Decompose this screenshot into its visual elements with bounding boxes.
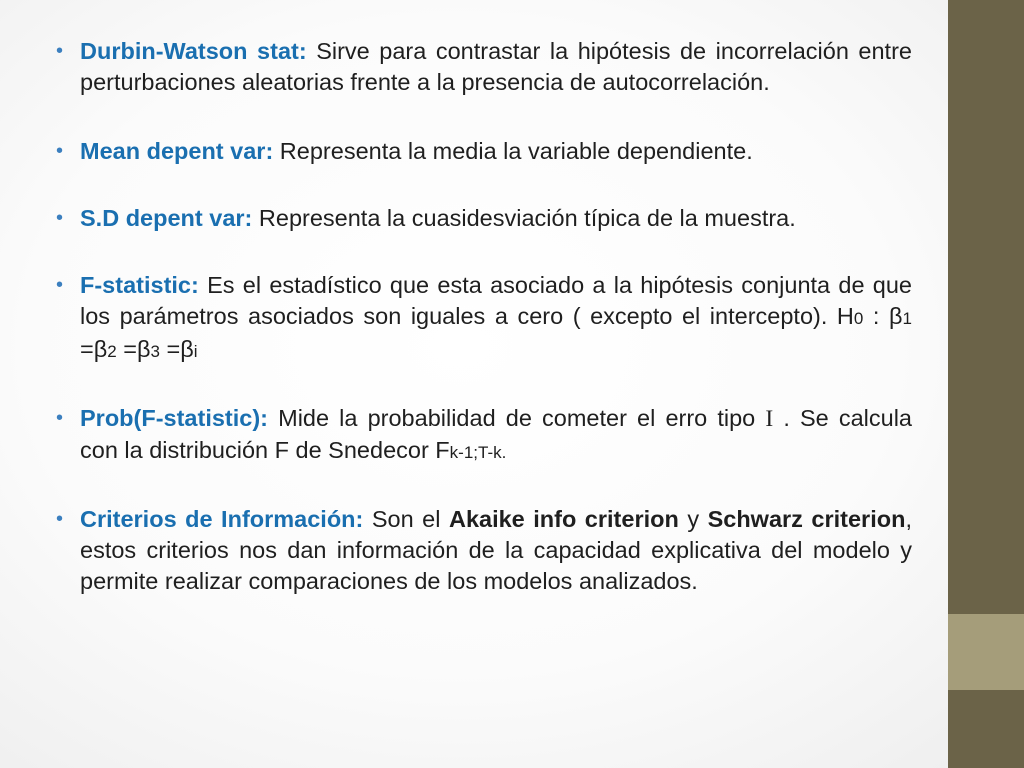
beta-3-subscript: 3 [150,342,160,361]
bullet-list [56,36,912,633]
bullet-dot-icon: • [56,140,64,162]
term-description: Mide la probabilidad de cometer el erro tipo [268,405,766,431]
term-description: Representa la media la variable dependiente. [273,138,753,164]
period: . [501,443,507,462]
term-label: Prob(F-statistic): [80,405,268,431]
term-description: Son el [363,506,449,532]
bullet-dot-icon: • [56,407,64,429]
term-label: S.D depent var: [80,205,253,231]
term-label: Durbin-Watson stat: [80,38,307,64]
term-description: , estos criterios nos dan información de la capacidad explicativa del modelo y permite realizar comparaciones de los modelos analizados. [80,506,912,594]
bullet-dot-icon: • [56,508,64,530]
term-description-cont: . Se calcula con la distribución F de Snedecor F [80,405,912,463]
bullet-durbin-watson [56,36,912,98]
bullet-f-statistic [56,270,912,367]
akaike-criterion: Akaike info criterion [448,506,679,532]
beta-2-subscript: 2 [107,342,117,361]
schwarz-criterion: Schwarz criterion [707,506,906,532]
term-description: Representa la cuasidesviación típica de la muestra. [252,205,796,231]
f-subscript: k-1;T-k [449,443,502,462]
beta-1-subscript: 1 [902,309,912,328]
bullet-sd-depent-var [56,203,912,234]
formula-part: =β [116,336,151,362]
bullet-dot-icon: • [56,207,64,229]
bullet-prob-f-statistic [56,403,912,468]
term-description: Sirve para contrastar la hipótesis de incorrelación entre perturbaciones aleatorias frente a la presencia de autocorrelación. [80,38,912,95]
term-description: Es el estadístico que esta asociado a la hipótesis conjunta de que los parámetros asociados son iguales a cero ( excepto el intercepto). H [80,272,912,329]
formula-part: =β [159,336,194,362]
formula-part: : β [863,303,903,329]
term-label: Criterios de Información: [80,506,364,532]
h-subscript: 0 [853,309,864,328]
roman-numeral: I [765,406,774,432]
term-label: F-statistic: [80,272,199,298]
term-label: Mean depent var: [80,138,274,164]
bullet-dot-icon: • [56,274,64,296]
term-description: y [678,506,708,532]
bullet-mean-depent-var [56,136,912,167]
sidebar-accent-block [948,614,1024,690]
bullet-dot-icon: • [56,40,64,62]
bullet-criterios-informacion [56,504,912,597]
formula-part: =β [80,336,108,362]
beta-i-subscript: i [193,342,198,361]
